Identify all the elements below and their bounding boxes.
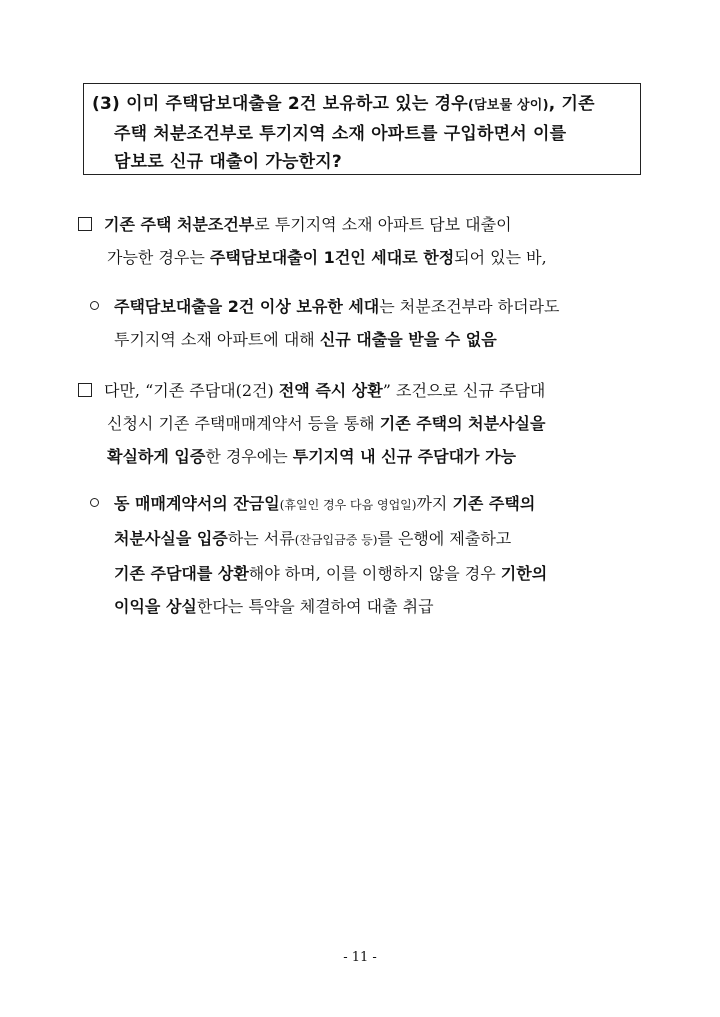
question-line-2: 주택 처분조건부로 투기지역 소재 아파트를 구입하면서 이를 [114,124,567,144]
answer-paragraph-3 [78,374,648,473]
answer-paragraph-1 [78,208,648,274]
text-line: 다만, “기존 주담대(2건) 전액 즉시 상환” 조건으로 신규 주담대 [78,374,648,407]
question-number: (3) [92,94,120,114]
answer-paragraph-2 [78,290,648,356]
text-line: 신청시 기존 주택매매계약서 등을 통해 기존 주택의 처분사실을 [107,414,546,433]
text-line: 가능한 경우는 주택담보대출이 1건인 세대로 한정되어 있는 바, [107,248,547,267]
circle-bullet-icon [90,498,99,507]
text-line: 처분사실을 입증하는 서류(잔금입금증 등)를 은행에 제출하고 [114,529,512,548]
answer-paragraph-4 [78,487,648,623]
text-line: 기존 주택 처분조건부로 투기지역 소재 아파트 담보 대출이 [78,208,648,241]
square-bullet-icon [78,217,92,231]
circle-bullet-icon [90,301,99,310]
text-line: 투기지역 소재 아파트에 대해 신규 대출을 받을 수 없음 [114,330,497,349]
page-number: - 11 - [343,950,377,965]
question-line-1: (3) 이미 주택담보대출을 2건 보유하고 있는 경우(담보물 상이), 기존 [92,94,595,114]
square-bullet-icon [78,383,92,397]
text-line: 확실하게 입증한 경우에는 투기지역 내 신규 주담대가 가능 [107,447,516,466]
text-line: 동 매매계약서의 잔금일(휴일인 경우 다음 영업일)까지 기존 주택의 [78,487,648,522]
text-line: 이익을 상실한다는 특약을 체결하여 대출 취급 [114,597,434,616]
text-line: 기존 주담대를 상환해야 하며, 이를 이행하지 않을 경우 기한의 [114,564,548,583]
question-box [83,83,641,175]
question-line-3: 담보로 신규 대출이 가능한지? [114,152,342,172]
text-line: 주택담보대출을 2건 이상 보유한 세대는 처분조건부라 하더라도 [78,290,648,323]
